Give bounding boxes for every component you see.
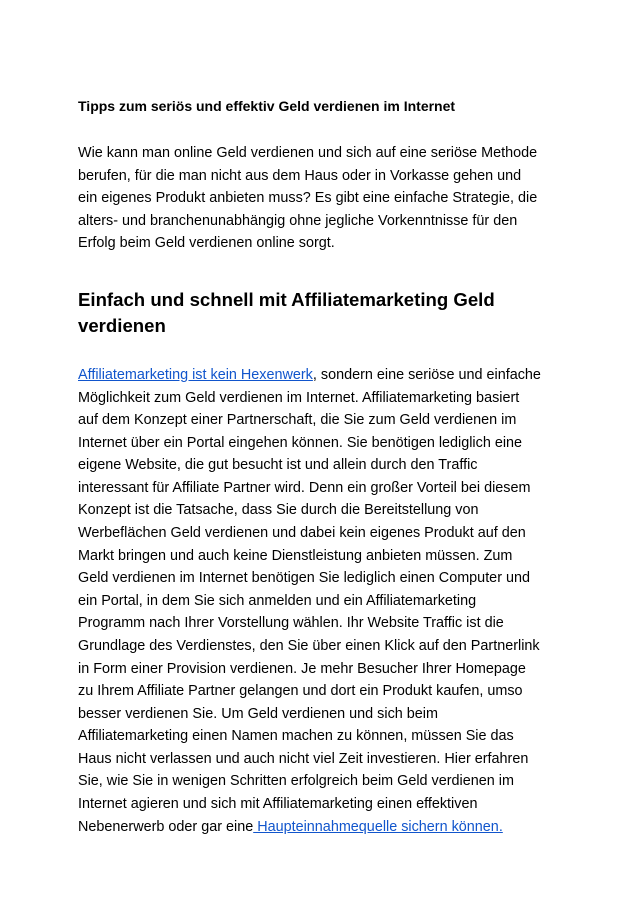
- intro-line: Wie kann man online Geld verdienen und sich auf eine seriöse Methode: [78, 145, 538, 161]
- body-line: Grundlage des Verdienstes, den Sie über einen Klick auf den Partnerlink: [78, 637, 540, 654]
- body-line: auf dem Konzept einer Partnerschaft, die Sie zum Geld verdienen im: [78, 412, 517, 429]
- section-heading-line: Einfach und schnell mit Affiliatemarketing Geld: [78, 289, 495, 310]
- body-line: eigene Website, die gut besucht ist und allein durch den Traffic: [78, 457, 478, 474]
- body-line: in Form einer Provision verdienen. Je mehr Besucher Ihrer Homepage: [78, 660, 526, 677]
- body-line: interessant für Affiliate Partner wird. Denn ein großer Vorteil bei diesem: [78, 479, 531, 496]
- body-line: Internet agieren und sich mit Affiliatemarketing einen effektiven: [78, 795, 478, 812]
- section-heading: [78, 287, 568, 339]
- affiliate-link[interactable]: Affiliatemarketing ist kein Hexenwerk: [78, 367, 313, 383]
- intro-line: berufen, für die man nicht aus dem Haus oder in Vorkasse gehen und: [78, 167, 522, 184]
- intro-paragraph: [78, 142, 568, 255]
- body-line: Internet über ein Portal eingehen können. Sie benötigen lediglich eine: [78, 434, 523, 451]
- body-line: Konzept ist die Tatsache, dass Sie durch die Bereitstellung von: [78, 502, 479, 519]
- section-heading-line: verdienen: [78, 315, 166, 336]
- body-line: Markt bringen und auch keine Dienstleistung anbieten müssen. Zum: [78, 547, 513, 564]
- body-line: Werbeflächen Geld verdienen und dabei kein eigenes Produkt auf den: [78, 525, 526, 542]
- intro-line: alters- und branchenunabhängig ohne jegliche Vorkenntnisse für den: [78, 212, 518, 229]
- body-line: zu Ihrem Affiliate Partner gelangen und dort ein Produkt kaufen, umso: [78, 683, 523, 700]
- body-line: Nebenerwerb oder gar eine: [78, 818, 254, 835]
- document-title: Tipps zum seriös und effektiv Geld verdienen im Internet: [78, 98, 456, 114]
- intro-line: ein eigenes Produkt anbieten muss? Es gibt eine einfache Strategie, die: [78, 190, 538, 207]
- body-line: , sondern eine seriöse und einfache: [312, 367, 541, 383]
- body-line: Affiliatemarketing einen Namen machen zu können, müssen Sie das: [78, 728, 514, 745]
- body-line: Programm nach Ihrer Vorstellung wählen. Ihr Website Traffic ist die: [78, 615, 504, 632]
- intro-line: Erfolg beim Geld verdienen online sorgt.: [78, 235, 335, 252]
- body-line: Sie, wie Sie in wenigen Schritten erfolgreich beim Geld verdienen im: [78, 773, 514, 790]
- body-line: Möglichkeit zum Geld verdienen im Internet. Affiliatemarketing basiert: [78, 389, 520, 406]
- body-line: ein Portal, in dem Sie sich anmelden und ein Affiliatemarketing: [78, 592, 477, 609]
- body-line: Geld verdienen im Internet benötigen Sie lediglich einen Computer und: [78, 570, 530, 587]
- body-paragraph: [78, 364, 568, 838]
- body-line: Haus nicht verlassen und auch nicht viel Zeit investieren. Hier erfahren: [78, 750, 529, 767]
- body-line: besser verdienen Sie. Um Geld verdienen und sich beim: [78, 705, 438, 722]
- income-source-link[interactable]: Haupteinnahmequelle sichern können.: [253, 818, 503, 835]
